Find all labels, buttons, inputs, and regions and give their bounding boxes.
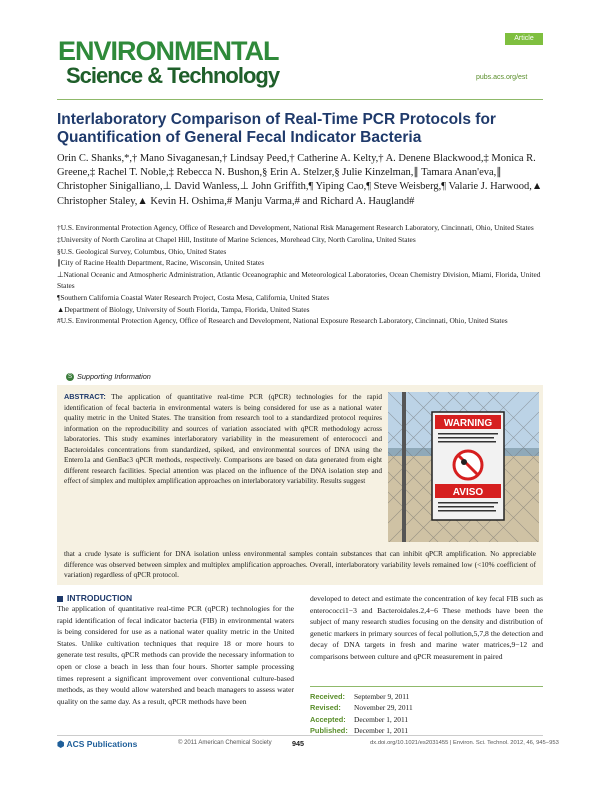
affiliation-item: ⊥National Oceanic and Atmospheric Administration, Atlantic Oceanographic and Meteorological Laboratories, Ocean Chemistry Division, Miami, Florida, United States	[57, 270, 541, 290]
journal-url-link[interactable]: pubs.acs.org/est	[476, 74, 528, 81]
history-value: December 1, 2011	[354, 714, 409, 724]
abstract-label: ABSTRACT:	[64, 392, 106, 401]
acs-hexagon-icon: ⬢	[57, 739, 65, 749]
introduction-left-column: The application of quantitative real-time PCR (qPCR) technologies for the rapid identification of fecal indicator bacteria (FIB) in environmental waters is being considered for use as a national water quality metric in the United States. Unlike cultivation techniques that require 18 or more hours to generate test results, qPCR methods can provide the necessary information to open or close a beach in less than four hours. Shorter sample processing times represent a significant improvement over conventional culture-based methods, as they would allow watershed and beach managers to assess water quality on the same day. As a result, qPCR methods have been	[57, 604, 294, 706]
footer-divider	[57, 735, 543, 736]
abstract-body-column: The application of quantitative real-time PCR (qPCR) technologies for the rapid identification of fecal bacteria in environmental waters is being considered for use as a national water quality metric in the United States. The transition from research tool to a standardized protocol requires information on the reproducibility and sources of variation associated with qPCR methodology across laboratories. This study examines interlaboratory variability in the measurement of enterococci and Bacteroidales concentrations from standardized, spiked, and environmental sources of DNA using the Entero1a and GenBac3 qPCR methods, respectively. Comparisons are based on data generated from eight different research facilities. Special attention was placed on the influence of the DNA isolation step and effect of simplex and multiplex amplification approaches on interlaboratory variability. Results suggest	[64, 392, 382, 485]
history-value: November 29, 2011	[354, 703, 413, 713]
history-label: Received:	[310, 692, 345, 701]
history-value: December 1, 2011	[354, 726, 409, 736]
affiliation-item: §U.S. Geological Survey, Columbus, Ohio, United States	[57, 246, 227, 256]
article-type-badge: Article	[505, 33, 543, 45]
publisher-logo[interactable]	[57, 739, 137, 750]
sign-fine-print-spanish	[438, 502, 498, 512]
copyright-notice: © 2011 American Chemical Society	[178, 740, 272, 746]
abstract-text-continued: that a crude lysate is sufficient for DNA isolation unless environmental samples contain substances that can inhibit qPCR amplification. No appreciable difference was observed between simplex and multiplex amplification approaches. Overall, interlaboratory variability levels remained low (<10% coefficient of variation) regardless of qPCR protocol.	[64, 549, 536, 579]
warning-text: WARNING	[443, 418, 493, 429]
article-history	[310, 686, 543, 737]
supporting-information-link[interactable]	[66, 372, 151, 381]
supporting-info-label: Supporting Information	[77, 372, 151, 381]
introduction-heading	[57, 593, 132, 603]
publisher-name: ACS Publications	[66, 739, 138, 749]
affiliation-item: #U.S. Environmental Protection Agency, Office of Research and Development, National Exposure Research Laboratory, Cincinnati, Ohio, United States	[57, 316, 508, 326]
affiliation-item: ∥City of Racine Health Department, Racine, Wisconsin, United States	[57, 258, 265, 268]
affiliation-item: ▲Department of Biology, University of South Florida, Tampa, Florida, United States	[57, 304, 310, 314]
toc-graphic	[388, 392, 539, 542]
affiliation-item: ‡University of North Carolina at Chapel Hill, Institute of Marine Sciences, Morehead City, North Carolina, United States	[57, 234, 416, 244]
abstract-text	[64, 392, 382, 487]
history-label: Published:	[310, 726, 348, 736]
introduction-heading-text: INTRODUCTION	[67, 593, 133, 603]
fence-post	[402, 392, 406, 542]
sign-fine-print	[438, 433, 498, 443]
affiliation-item: †U.S. Environmental Protection Agency, Office of Research and Development, National Risk Management Research Laboratory, Cincinnati, Ohio, United States	[57, 223, 534, 232]
doi-citation[interactable]: dx.doi.org/10.1021/es2031455 | Environ. Sci. Technol. 2012, 46, 945−953	[370, 740, 559, 746]
affiliation-item: ¶Southern California Coastal Water Research Project, Costa Mesa, California, United States	[57, 292, 330, 302]
section-bullet-icon	[57, 596, 63, 602]
journal-logo	[58, 36, 280, 100]
history-row	[310, 714, 543, 725]
history-value: September 9, 2011	[354, 692, 410, 701]
affiliations	[57, 223, 543, 328]
history-row	[310, 691, 543, 702]
page-number: 945	[292, 739, 304, 748]
history-label: Accepted:	[310, 714, 346, 724]
supporting-info-icon: S	[67, 374, 72, 381]
header-divider	[57, 99, 543, 100]
history-label: Revised:	[310, 703, 341, 713]
article-title: Interlaboratory Comparison of Real-Time PCR Protocols for Quantification of General Fecal Indicator Bacteria	[57, 111, 496, 146]
author-list: Orin C. Shanks,*,† Mano Sivaganesan,† Lindsay Peed,† Catherine A. Kelty,† A. Denene Blackwood,‡ Monica R. Greene,‡ Rachel T. Noble,‡ Rebecca N. Bushon,§ Erin A. Stelzer,§ Julie Kinzelman,∥ Tamara Anan'eva,∥ Christopher Sinigalliano,⊥ David Wanless,⊥ John Griffith,¶ Yiping Cao,¶ Steve Weisberg,¶ Valarie J. Harwood,▲ Christopher Staley,▲ Kevin H. Oshima,# Manju Varma,# and Richard A. Haugland#	[57, 153, 543, 207]
introduction-right-column: developed to detect and estimate the concentration of key fecal FIB such as enterococci1−3 and Bacteroidales.2,4−6 These methods have been the subject of many research studies focusing on the density and distribution of genetic markers in primary sources of fecal pollution,5,7,8 the detection and decay of DNA targets in fresh and marine water matrices,9−12 and comparisons between culture and qPCR measurement in paired	[310, 594, 543, 661]
journal-logo-line2: Science & Technology	[66, 63, 280, 88]
history-row	[310, 702, 543, 713]
journal-logo-line1: ENVIRONMENTAL	[58, 36, 279, 66]
aviso-text: AVISO	[452, 487, 484, 498]
